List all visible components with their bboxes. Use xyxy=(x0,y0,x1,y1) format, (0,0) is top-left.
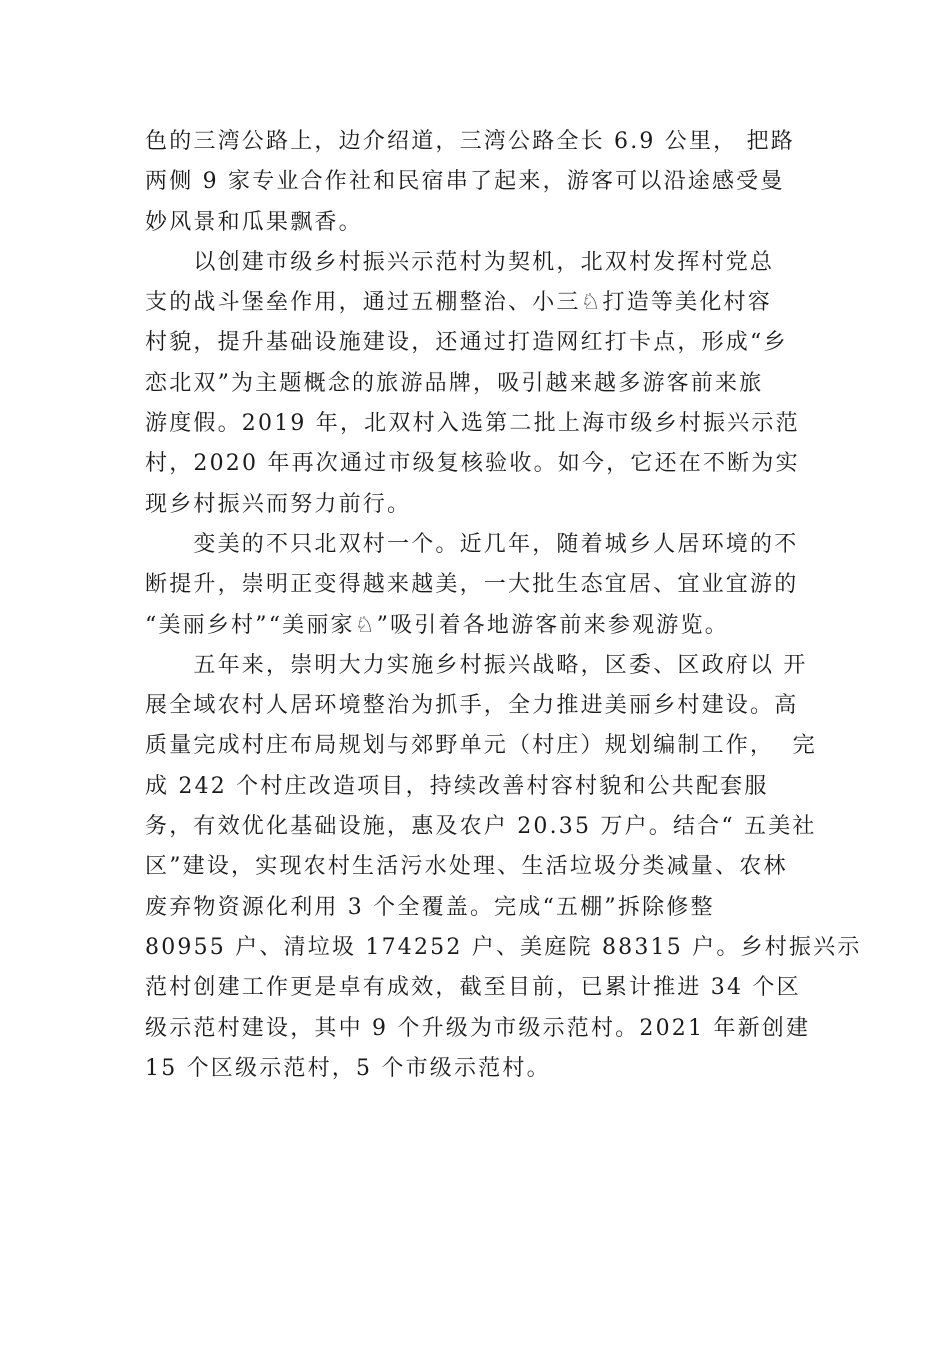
text-line: “美丽乡村”“美丽家♘”吸引着各地游客前来参观游览。 xyxy=(145,612,729,638)
text-line: 村，2020 年再次通过市级复核验收。如今，它还在不断为实 xyxy=(145,451,800,477)
text-line: 现乡村振兴而努力前行。 xyxy=(145,491,412,517)
text-line: 五年来，崇明大力实施乡村振兴战略，区委、区政府以 开 xyxy=(145,652,808,678)
paragraph-2 xyxy=(145,243,830,525)
text-line: 成 242 个村庄改造项目，持续改善村容村貌和公共配套服 xyxy=(145,773,769,799)
text-line: 15 个区级示范村，5 个市级示范村。 xyxy=(145,1055,551,1081)
text-line: 展全域农村人居环境整治为抓手，全力推进美丽乡村建设。高 xyxy=(145,693,799,719)
text-line: 以创建市级乡村振兴示范村为契机，北双村发挥村党总 xyxy=(145,249,775,275)
paragraph-1 xyxy=(145,122,830,243)
text-line: 色的三湾公路上，边介绍道，三湾公路全长 6.9 公里， 把路 xyxy=(145,129,795,154)
text-line: 级示范村建设，其中 9 个升级为市级示范村。2021 年新创建 xyxy=(145,1015,811,1041)
text-line: 务，有效优化基础设施，惠及农户 20.35 万户。结合“ 五美社 xyxy=(145,814,817,840)
text-line: 变美的不只北双村一个。近几年，随着城乡人居环境的不 xyxy=(145,531,799,557)
text-line: 支的战斗堡垒作用，通过五棚整治、小三♘打造等美化村容 xyxy=(145,290,772,316)
text-line: 废弃物资源化利用 3 个全覆盖。完成“五棚”拆除修整 xyxy=(145,894,715,920)
paragraph-4 xyxy=(145,646,862,1089)
text-line: 质量完成村庄布局规划与郊野单元（村庄）规划编制工作， 完 xyxy=(145,733,817,759)
text-line: 范村创建工作更是卓有成效，截至目前，已累计推进 34 个区 xyxy=(145,975,801,1001)
document-body xyxy=(145,122,862,1089)
paragraph-3 xyxy=(145,525,830,646)
text-line: 村貌，提升基础设施建设，还通过打造网红打卡点，形成“乡 xyxy=(145,330,788,356)
text-line: 两侧 9 家专业合作社和民宿串了起来，游客可以沿途感受曼 xyxy=(145,169,785,195)
text-line: 游度假。2019 年，北双村入选第二批上海市级乡村振兴示范 xyxy=(145,411,800,437)
text-line: 妙风景和瓜果飘香。 xyxy=(145,209,363,235)
text-line: 断提升，崇明正变得越来越美，一大批生态宜居、宜业宜游的 xyxy=(145,572,799,598)
text-line: 80955 户、清垃圾 174252 户、美庭院 88315 户。乡村振兴示 xyxy=(145,934,862,960)
text-line: 区”建设，实现农村生活污水处理、生活垃圾分类减量、农林 xyxy=(145,854,788,880)
text-line: 恋北双”为主题概念的旅游品牌，吸引越来越多游客前来旅 xyxy=(145,370,764,396)
